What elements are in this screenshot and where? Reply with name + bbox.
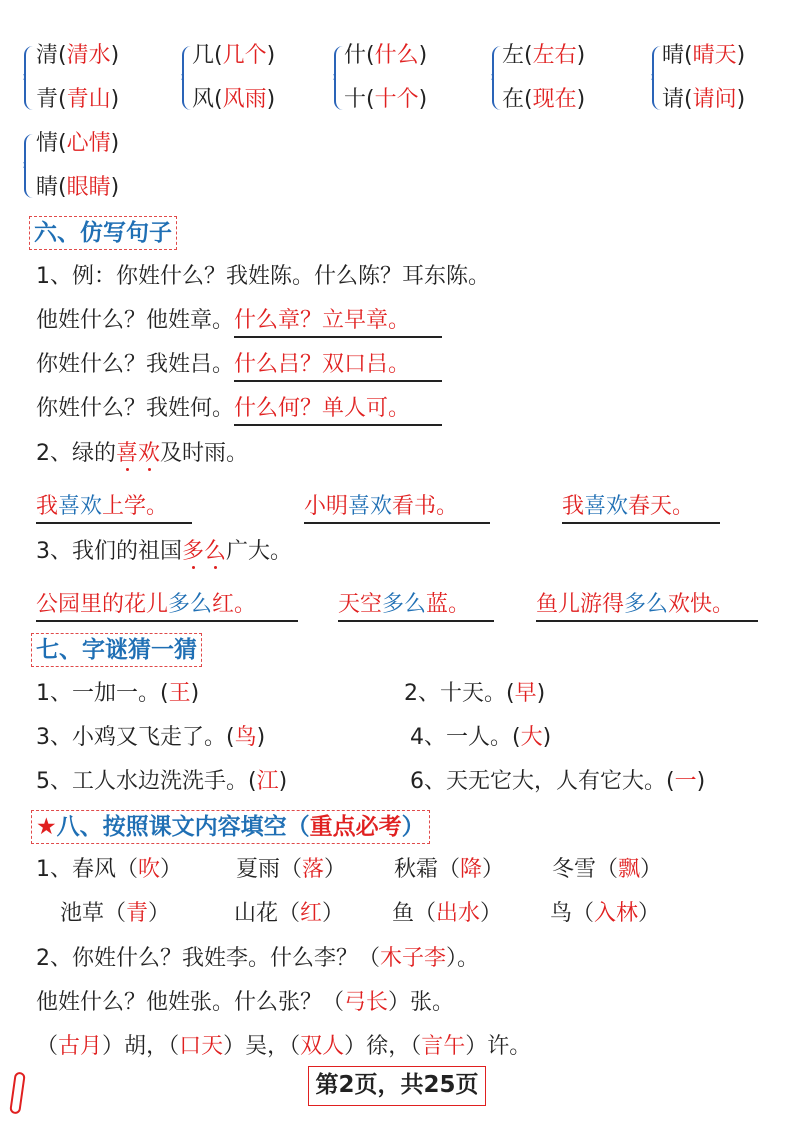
fill-item: 池草（青） — [60, 901, 171, 926]
keyword-dotted: 喜 — [116, 441, 139, 466]
riddle-item: 4、一人。(大) — [410, 725, 552, 750]
fill-item: 鱼（出水） — [392, 901, 503, 926]
page-number: 第2页，共25页 — [308, 1066, 486, 1106]
char-entry: 情(心情) — [36, 131, 120, 156]
riddle-item: 2、十天。(早) — [404, 681, 546, 706]
answer-blank: 我喜欢春天。 — [562, 493, 720, 524]
brace-icon — [334, 46, 343, 110]
fill-item: 1、春风（吹） — [36, 857, 183, 882]
red-mark-icon — [9, 1071, 26, 1114]
brace-icon — [652, 46, 661, 110]
star-icon: ★ — [36, 814, 57, 840]
answer-blank: 公园里的花儿多么红。 — [36, 591, 298, 622]
answer-row: 你姓什么？我姓吕。什么吕？双口吕。 — [36, 351, 442, 382]
keyword-dotted: 欢 — [138, 441, 161, 466]
question-text: 3、我们的祖国多么广大。 — [36, 539, 293, 564]
fill-item: 他姓什么？他姓张。什么张？（弓长）张。 — [36, 990, 455, 1015]
char-entry: 晴(晴天) — [662, 43, 746, 68]
fill-item: 鸟（入林） — [550, 901, 661, 926]
question-text: 1、例：你姓什么？我姓陈。什么陈？耳东陈。 — [36, 264, 490, 289]
fill-item: （古月）胡，（口天）吴，（双人）徐，（言午）许。 — [36, 1034, 532, 1059]
answer-row: 他姓什么？他姓章。什么章？立早章。 — [36, 307, 442, 338]
riddle-item: 6、天无它大，人有它大。(一) — [410, 769, 706, 794]
answer-blank: 小明喜欢看书。 — [304, 493, 490, 524]
brace-icon — [492, 46, 501, 110]
question-text: 2、绿的喜欢及时雨。 — [36, 441, 249, 466]
answer-blank: 鱼儿游得多么欢快。 — [536, 591, 758, 622]
answer-blank: 天空多么蓝。 — [338, 591, 494, 622]
brace-icon — [24, 134, 33, 198]
section-heading-6: 六、仿写句子 — [29, 216, 177, 250]
char-entry: 睛(眼睛) — [36, 175, 120, 200]
keyword-dotted: 多 — [182, 539, 205, 564]
answer-row: 你姓什么？我姓何。什么何？单人可。 — [36, 395, 442, 426]
riddle-item: 3、小鸡又飞走了。(鸟) — [36, 725, 266, 750]
char-entry: 清(清水) — [36, 43, 120, 68]
fill-item: 山花（红） — [234, 901, 345, 926]
section-heading-8: ★八、按照课文内容填空（重点必考） — [31, 810, 430, 844]
riddle-item: 5、工人水边洗洗手。(江) — [36, 769, 288, 794]
keyword-dotted: 么 — [204, 539, 227, 564]
char-entry: 左(左右) — [502, 43, 586, 68]
char-entry: 青(青山) — [36, 87, 120, 112]
char-entry: 请(请问) — [662, 87, 746, 112]
answer-blank: 我喜欢上学。 — [36, 493, 192, 524]
fill-item: 秋霜（降） — [394, 857, 505, 882]
brace-icon — [182, 46, 191, 110]
answer-blank: 什么何？单人可。 — [234, 395, 442, 426]
brace-icon — [24, 46, 33, 110]
char-entry: 风(风雨) — [192, 87, 276, 112]
char-entry: 什(什么) — [344, 43, 428, 68]
char-entry: 在(现在) — [502, 87, 586, 112]
fill-item: 2、你姓什么？我姓李。什么李？（木子李）。 — [36, 946, 480, 971]
answer-blank: 什么章？立早章。 — [234, 307, 442, 338]
answer-blank: 什么吕？双口吕。 — [234, 351, 442, 382]
riddle-item: 1、一加一。(王) — [36, 681, 200, 706]
section-heading-7: 七、字谜猜一猜 — [31, 633, 202, 667]
char-entry: 几(几个) — [192, 43, 276, 68]
fill-item: 冬雪（飘） — [552, 857, 663, 882]
char-entry: 十(十个) — [344, 87, 428, 112]
fill-item: 夏雨（落） — [236, 857, 347, 882]
